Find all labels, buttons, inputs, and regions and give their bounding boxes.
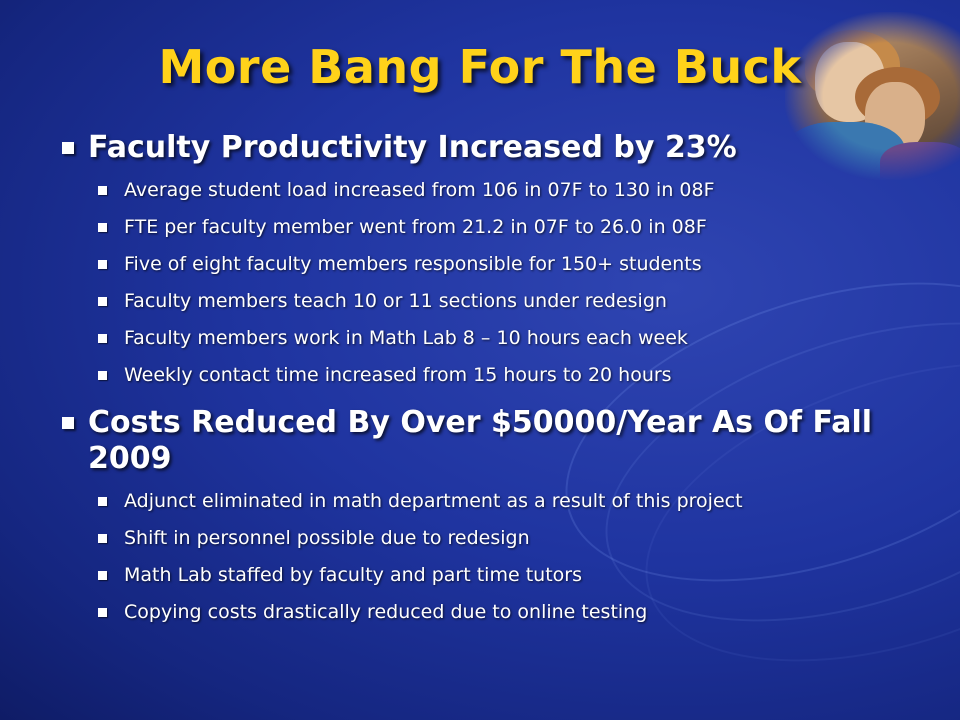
square-bullet-icon [98,571,107,580]
square-bullet-icon [98,186,107,195]
list-item-text: Shift in personnel possible due to redesign [124,527,530,549]
list-item-text: Five of eight faculty members responsible for 150+ students [124,253,702,275]
list-item [98,526,910,550]
list-item-text: Math Lab staffed by faculty and part time tutors [124,564,582,586]
square-bullet-icon [98,223,107,232]
bullet-list [98,489,910,624]
list-item [98,326,910,350]
square-bullet-icon [98,534,107,543]
list-item [98,563,910,587]
section-heading [60,405,910,477]
list-item [98,600,910,624]
list-item-text: Average student load increased from 106 in 07F to 130 in 08F [124,179,715,201]
square-bullet-icon [98,334,107,343]
slide-content [60,130,910,637]
square-bullet-icon [98,497,107,506]
list-item [98,363,910,387]
square-bullet-icon [98,297,107,306]
bullet-list [98,178,910,387]
list-item-text: Faculty members work in Math Lab 8 – 10 hours each week [124,327,688,349]
list-item-text: Faculty members teach 10 or 11 sections under redesign [124,290,667,312]
list-item [98,289,910,313]
section-heading-text: Faculty Productivity Increased by 23% [88,130,737,165]
list-item [98,489,910,513]
list-item-text: FTE per faculty member went from 21.2 in 07F to 26.0 in 08F [124,216,707,238]
square-bullet-icon [98,260,107,269]
section-heading-text: Costs Reduced By Over $50000/Year As Of Fall 2009 [88,405,873,476]
list-item-text: Adjunct eliminated in math department as a result of this project [124,490,743,512]
list-item [98,215,910,239]
section-heading [60,130,910,166]
list-item-text: Weekly contact time increased from 15 hours to 20 hours [124,364,672,386]
square-bullet-icon [98,608,107,617]
list-item-text: Copying costs drastically reduced due to online testing [124,601,648,623]
square-bullet-icon [62,142,74,154]
list-item [98,252,910,276]
square-bullet-icon [98,371,107,380]
list-item [98,178,910,202]
square-bullet-icon [62,417,74,429]
slide-title: More Bang For The Buck [158,40,802,94]
